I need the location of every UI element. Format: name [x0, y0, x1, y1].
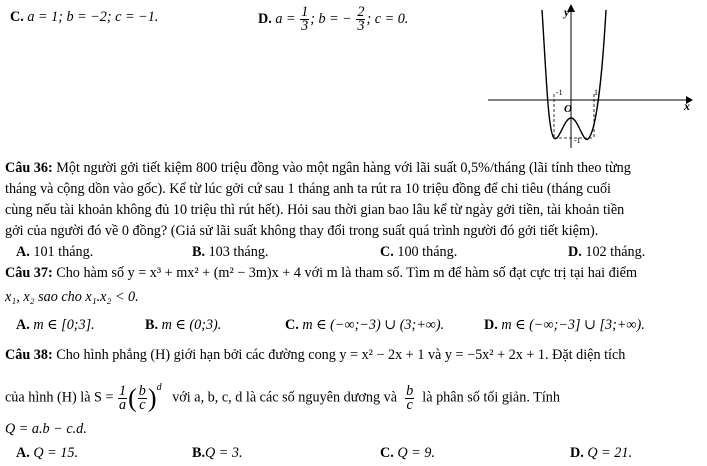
q36-option-b: B. 103 tháng.: [192, 244, 269, 260]
q37-option-a: A. m ∈ [0;3].: [16, 317, 95, 333]
option-label: D.: [258, 11, 272, 27]
q37-option-d: D. m ∈ (−∞;−3] ∪ [3;+∞).: [484, 317, 645, 333]
tick-pos1: 1: [594, 88, 598, 97]
q38-option-c: C. Q = 9.: [380, 445, 435, 461]
question-text: Cho hàm số y = x³ + mx² + (m² − 3m)x + 4 với m là tham số. Tìm m để hàm số đạt cực trị tại hai điểm: [56, 265, 637, 281]
x-label: x: [684, 99, 690, 113]
fraction: $\frac{b}{c}$: [406, 382, 414, 413]
answer-c-prev: [10, 8, 158, 26]
question-text: Một người gởi tiết kiệm 800 triệu đồng vào một ngân hàng với lãi suất 0,5%/tháng (lãi tính theo từng: [56, 160, 631, 176]
curve: [542, 10, 606, 139]
question-label: Câu 36:: [5, 160, 53, 176]
q38-option-b: B.Q = 3.: [192, 445, 243, 461]
q37-line-1: [5, 264, 637, 282]
q38-option-d: D. Q = 21.: [570, 445, 632, 461]
fraction: $\frac{1}{a}$: [119, 382, 127, 413]
q37-option-b: B. m ∈ (0;3).: [145, 317, 222, 333]
exponent: d: [156, 382, 162, 393]
origin-label: O: [564, 103, 572, 115]
q36-option-c: C. 100 tháng.: [380, 244, 458, 260]
q38-line-1: [5, 346, 625, 364]
question-label: Câu 37:: [5, 265, 53, 281]
question-text: x₁, x₂ sao cho x₁.x₂ < 0.: [5, 289, 139, 305]
answer-d-prev: [258, 2, 408, 36]
y-label: y: [564, 5, 570, 19]
q36-option-d: D. 102 tháng.: [568, 244, 646, 260]
option-text: ; b = −: [310, 11, 352, 27]
question-text: Cho hình phẳng (H) giới hạn bởi các đường cong y = x² − 2x + 1 và y = −5x² + 2x + 1. Đặt diện tích: [56, 347, 626, 363]
q38-line-2: của hình (H) là S = $\frac{1}{a}$ ( $\frac{b}{c}$ )$^d$ với a, b, c, d là các số nguyên dương và $\frac{b}{c}$ là phân số tối giản. Tính: [5, 382, 560, 413]
q37-option-c: C. m ∈ (−∞;−3) ∪ (3;+∞).: [285, 317, 445, 333]
tick-y-neg1: -1: [574, 136, 581, 145]
option-text: ; c = 0.: [366, 11, 409, 27]
q36-option-a: A. 101 tháng.: [16, 244, 94, 260]
fraction: $\frac{1}{3}$: [301, 4, 309, 35]
question-text: Q = a.b − c.d.: [5, 421, 87, 437]
question-text: gởi của người đó về 0 đồng? (Giả sử lãi suất không thay đổi trong suất quá trình người đó gởi tiết kiệm).: [5, 223, 599, 239]
fraction: $\frac{b}{c}$: [138, 382, 146, 413]
fraction: $\frac{2}{3}$: [357, 4, 365, 35]
question-text: cùng nếu tài khoản không đủ 10 triệu thì rút hết). Hỏi sau thời gian bao lâu kể từ ngày gởi tiền, tài khoản tiền: [5, 202, 625, 218]
question-text: với a, b, c, d là các số nguyên dương và: [172, 389, 398, 406]
tick-neg1: -1: [556, 88, 563, 97]
q36-line-1: [5, 159, 631, 177]
question-text: của hình (H) là S =: [5, 389, 114, 406]
question-text: là phân số tối giản. Tính: [422, 389, 560, 406]
option-text: a = 1; b = −2; c = −1.: [27, 9, 159, 25]
q38-option-a: A. Q = 15.: [16, 445, 78, 461]
option-text: a =: [275, 11, 296, 27]
option-label: C.: [10, 9, 24, 25]
function-graph: [486, 0, 696, 150]
question-label: Câu 38:: [5, 347, 53, 363]
question-text: tháng và cộng dồn vào gốc). Kể từ lúc gởi cứ sau 1 tháng anh ta rút ra 10 triệu đồng để chi tiêu (tháng cuối: [5, 181, 611, 197]
